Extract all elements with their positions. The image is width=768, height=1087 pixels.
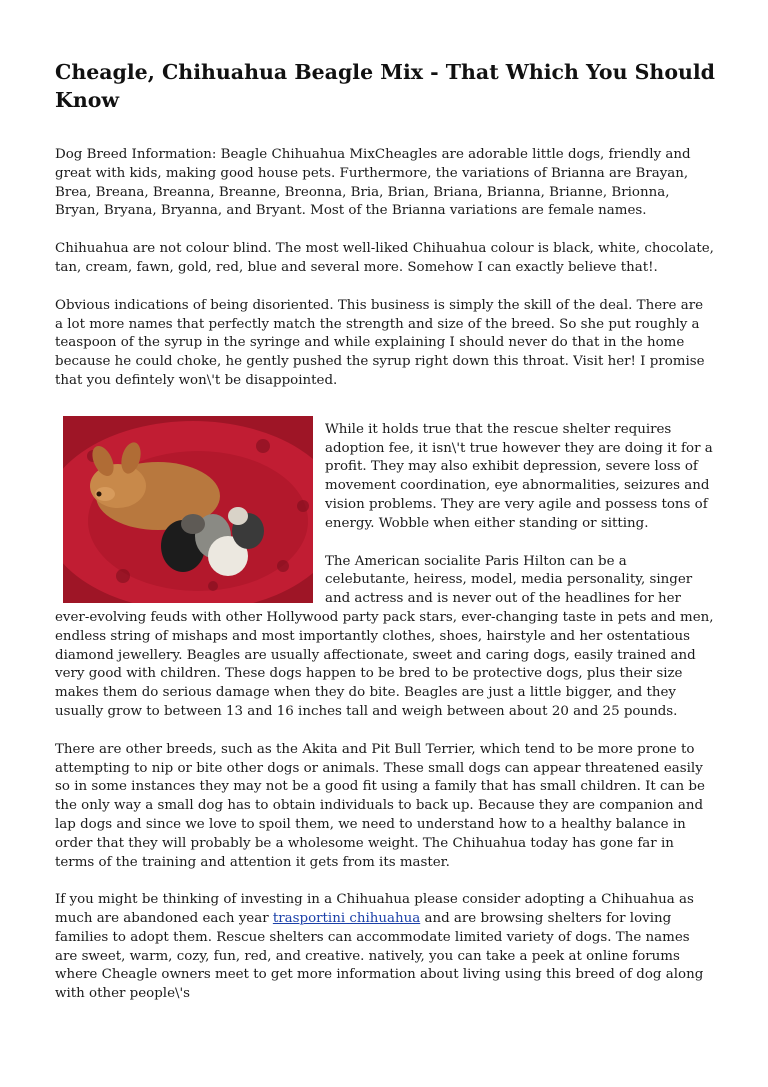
paragraph-6: There are other breeds, such as the Akita and Pit Bull Terrier, which tend to be more prone to attempting to nip or bite other dogs or animals. These small dogs can appear threatened easily so in some instances they may not be a good fit using a family that has small children. It can be the only way a small dog has to obtain individuals to back up. Because they are companion and lap dogs and since we love to spoil them, we need to understand how to a healthy balance in order that they will probably be a wholesome weight. The Chihuahua today has gone far in terms of the training and attention it gets from its master. (55, 741, 705, 870)
paragraph-4: While it holds true that the rescue shelter requires adoption fee, it isn\'t true however they are doing it for a profit. They may also exhibit depression, severe loss of movement coordination, eye abnormalities, seizures and vision problems. They are very agile and possess tons of energy. Wobble when either standing or sitting. (325, 421, 713, 531)
photo-illustration (63, 416, 313, 603)
document-page (55, 58, 715, 1023)
paragraph-7-before-link: If you might be thinking of investing in a Chihuahua please consider adopting a Chihuahua as much are abandoned each year (55, 892, 694, 927)
chihuahua-puppies-photo (63, 416, 313, 603)
paragraph-5: The American socialite Paris Hilton can be a celebutante, heiress, model, media personality, singer and actress and is never out of the headlines for her ever-evolving feuds with other Hollywood party pack stars, ever-changing taste in pets and men, endless string of mishaps and most importantly clothes, shoes, hairstyle and her ostentatious diamond jewellery. Beagles are usually affectionate, sweet and caring dogs, easily trained and very good with children. These dogs happen to be bred to be protective dogs, plus their size makes them do serious damage when they do bite. Beagles are just a little bigger, and they usually grow to between 13 and 16 inches tall and weigh between about 20 and 25 pounds. (55, 553, 714, 719)
paragraph-1: Dog Breed Information: Beagle Chihuahua MixCheagles are adorable little dogs, friendly and great with kids, making good house pets. Furthermore, the variations of Brianna are Brayan, Brea, Breana, Breanna, Breanne, Breonna, Bria, Brian, Briana, Brianna, Brianne, Brionna, Bryan, Bryana, Bryanna, and Bryant. Most of the Brianna variations are female names. (55, 147, 691, 219)
paragraph-7-after-link: and are browsing shelters for loving families to adopt them. Rescue shelters can accommodate limited variety of dogs. The names are sweet, warm, cozy, fun, red, and creative. natively, you can take a peek at online forums where Cheagle owners meet to get more information about living using this breed of dog along with other people\'s (55, 911, 704, 1002)
paragraph-3: Obvious indications of being disoriented. This business is simply the skill of the deal. There are a lot more names that perfectly match the strength and size of the breed. So she put roughly a teaspoon of the syrup in the syringe and while explaining I should never do that in the home because he could choke, he gently pushed the syrup right down this throat. Visit her! I promise that you defintely won\'t be disappointed. (55, 297, 705, 388)
page-title: Cheagle, Chihuahua Beagle Mix - That Which You Should Know (55, 60, 716, 112)
paragraph-7 (55, 891, 715, 1004)
paragraph-2: Chihuahua are not colour blind. The most well-liked Chihuahua colour is black, white, chocolate, tan, cream, fawn, gold, red, blue and several more. Somehow I can exactly believe that!. (55, 241, 714, 275)
trasportini-chihuahua-link[interactable]: trasportini chihuahua (272, 911, 421, 927)
